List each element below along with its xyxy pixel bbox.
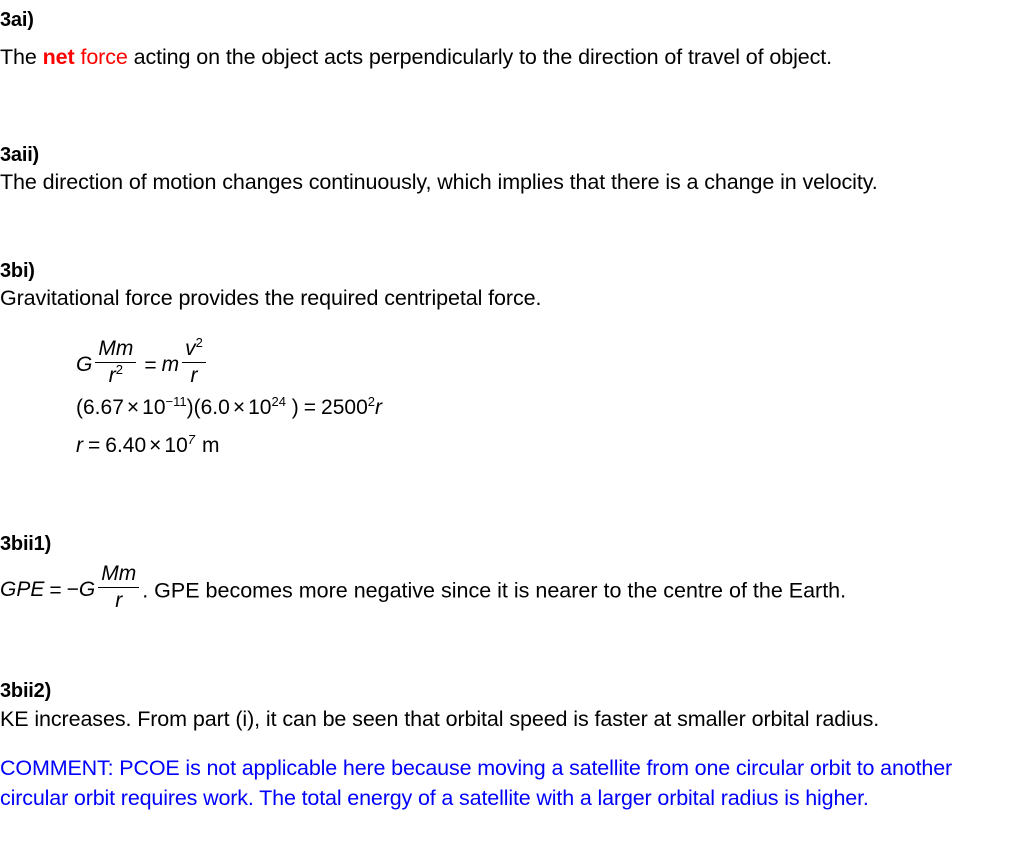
- eq1-rhs-numerator: [182, 334, 206, 363]
- eq2-times-1: ×: [126, 396, 140, 420]
- eq2-close-paren-2: ): [285, 396, 299, 419]
- eq1-denominator-exponent: 2: [115, 362, 123, 377]
- equation-gravitation-centripetal: [76, 334, 209, 391]
- eq1-equals: =: [144, 353, 157, 377]
- gpe-minus-sign: −: [66, 578, 79, 602]
- eq3-unit: m: [202, 434, 220, 457]
- eq2-open-paren-1: (: [76, 396, 83, 419]
- eq1-fraction-left: [95, 337, 136, 388]
- eq1-denominator: [95, 363, 136, 388]
- eq2-radius: r: [375, 396, 382, 419]
- eq2-equals: =: [303, 396, 317, 420]
- eq1-fraction-right: [182, 334, 206, 388]
- answer-3aii: The direction of motion changes continuously, which implies that there is a change in velocity.: [0, 170, 878, 194]
- eq2-speed-exponent: 2: [367, 394, 375, 409]
- eq3-base: 10: [164, 434, 188, 457]
- answer-3ai: [0, 44, 1015, 70]
- gpe-equals: =: [49, 578, 62, 602]
- section-heading-3bi: 3bi): [0, 260, 35, 282]
- eq3-radius-symbol: r: [76, 434, 83, 457]
- section-heading-3bii1: 3bii1): [0, 533, 52, 555]
- eq1-m: m: [161, 353, 180, 377]
- gpe-fraction: [98, 562, 139, 613]
- eq1-rhs-numerator-exponent: 2: [195, 334, 203, 350]
- eq2-mass-exponent: 24: [271, 394, 286, 409]
- section-heading-3bii2: 3bii2): [0, 680, 52, 702]
- eq3-mantissa: 6.40: [105, 434, 147, 457]
- equation-substituted-values: [76, 396, 382, 420]
- gpe-G: G: [78, 578, 96, 602]
- comment-block-3bii2: [0, 753, 1015, 813]
- answer-3bi: Gravitational force provides the required centripetal force.: [0, 286, 542, 310]
- eq2-G-exponent: −11: [165, 394, 187, 409]
- eq1-rhs-numerator-symbol: v: [185, 336, 196, 360]
- eq1-numerator: Mm: [95, 337, 136, 363]
- eq2-mass-base: 10: [248, 396, 272, 419]
- eq2-mass-mantissa: 6.0: [200, 396, 230, 419]
- answer-3bii2: KE increases. From part (i), it can be seen that orbital speed is faster at smaller orbital radius.: [0, 707, 880, 731]
- comment-line-1: COMMENT: PCOE is not applicable here because moving a satellite from one circular orbit to another: [0, 756, 953, 780]
- eq3-times: ×: [149, 434, 162, 458]
- eq2-speed: 2500: [321, 396, 368, 419]
- answer-3ai-emphasis-net: net: [42, 45, 75, 69]
- section-heading-3aii: 3aii): [0, 144, 40, 166]
- eq2-times-2: ×: [232, 396, 246, 420]
- answer-3bii1-text: . GPE becomes more negative since it is nearer to the centre of the Earth.: [142, 578, 847, 603]
- eq2-G-base: 10: [142, 396, 166, 419]
- eq1-rhs-denominator: r: [190, 364, 198, 387]
- eq3-exponent: 7: [187, 432, 196, 447]
- eq1-G: G: [76, 353, 93, 377]
- eq2-close-paren-1: )(: [186, 396, 201, 419]
- comment-line-2: circular orbit requires work. The total energy of a satellite with a larger orbital radius is higher.: [0, 786, 869, 810]
- eq3-equals: =: [88, 434, 101, 458]
- eq1-denominator-symbol: r: [108, 364, 116, 387]
- answer-3ai-suffix: acting on the object acts perpendicularly to the direction of travel of object.: [127, 45, 833, 69]
- gpe-denominator: r: [115, 589, 123, 612]
- section-heading-3ai: 3ai): [0, 9, 34, 31]
- answer-3bii1: [0, 561, 847, 616]
- answer-3ai-emphasis-force: force: [74, 45, 128, 69]
- formula-gpe: [0, 561, 142, 616]
- answer-3ai-prefix: The: [0, 45, 43, 69]
- eq2-G-mantissa: 6.67: [83, 396, 124, 419]
- gpe-lhs: GPE: [0, 578, 45, 602]
- gpe-numerator: Mm: [98, 562, 139, 588]
- equation-radius-result: [76, 434, 220, 458]
